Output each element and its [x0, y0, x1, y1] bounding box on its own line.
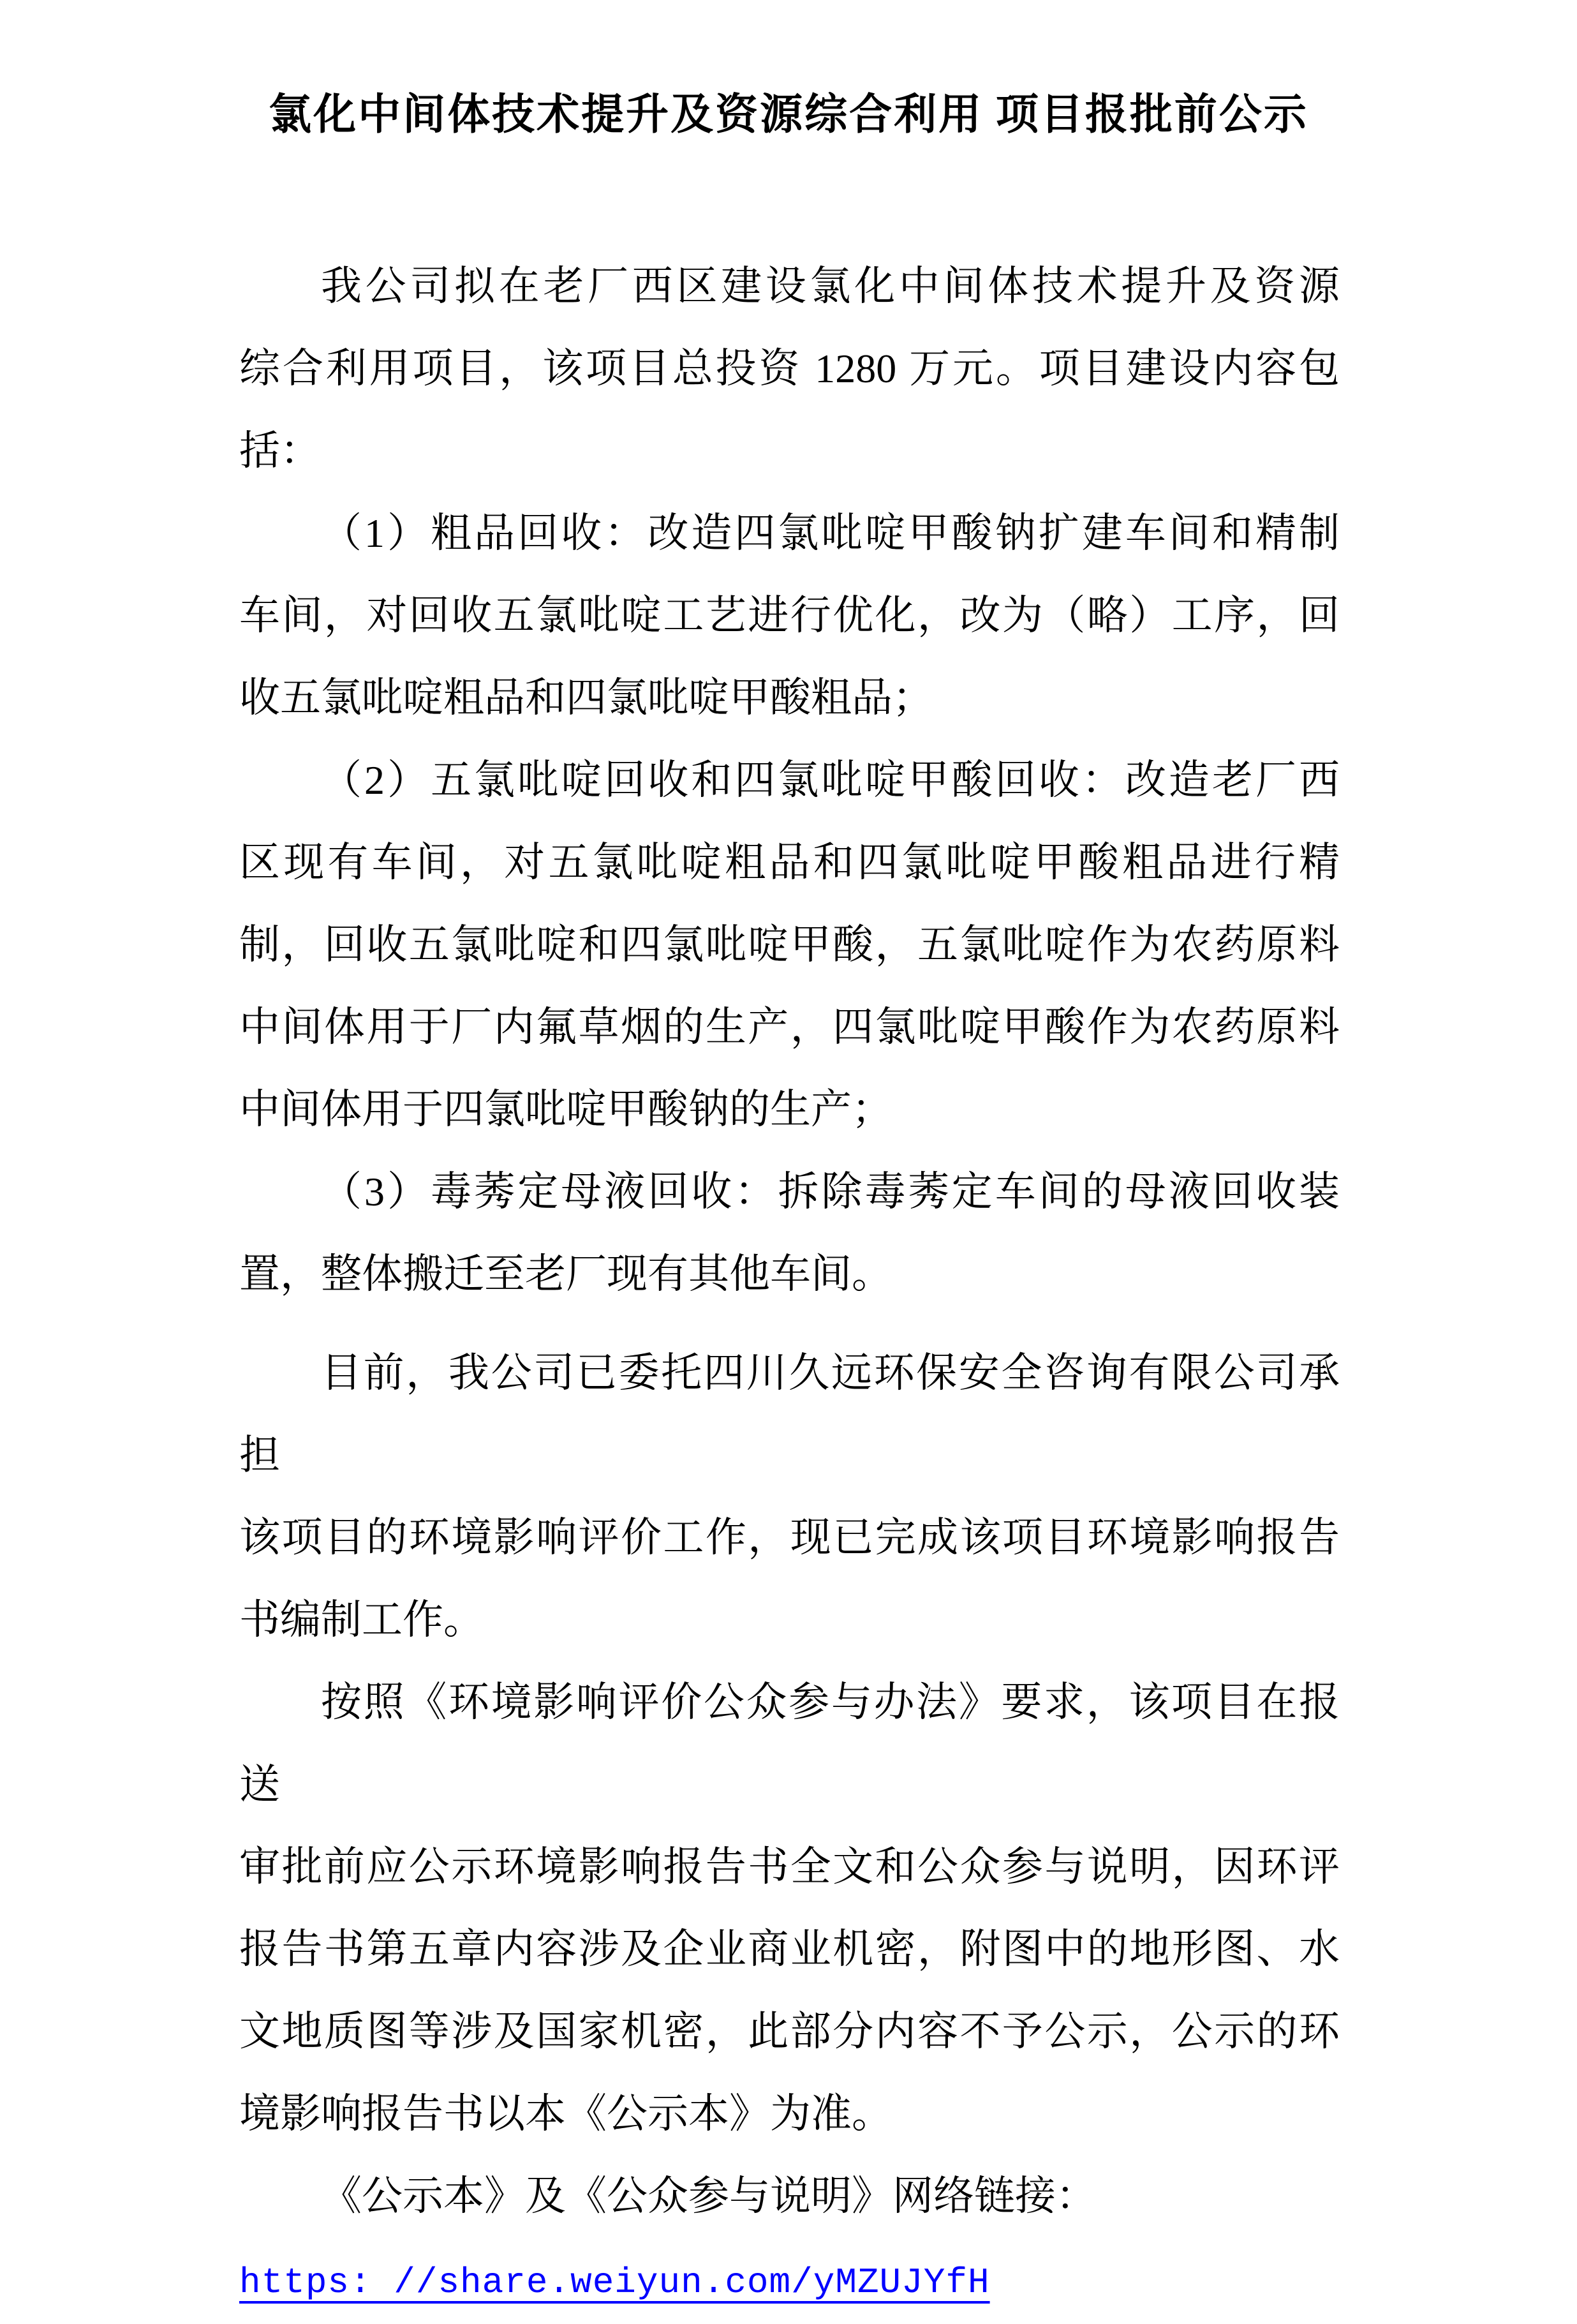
text-line: 我公司拟在老厂西区建设氯化中间体技术提升及资源 [321, 264, 1340, 309]
text-line: 境影响报告书以本《公示本》为准。 [239, 2091, 892, 2136]
text-line: 区现有车间，对五氯吡啶粗品和四氯吡啶甲酸粗品进行精 [239, 840, 1340, 885]
text-line: （2）五氯吡啶回收和四氯吡啶甲酸回收：改造老厂西 [321, 757, 1340, 803]
text-line: 收五氯吡啶粗品和四氯吡啶甲酸粗品； [239, 675, 933, 720]
text-line: 目前，我公司已委托四川久远环保安全咨询有限公司承担 [239, 1350, 1340, 1478]
text-line: 书编制工作。 [239, 1597, 484, 1642]
text-line: 置，整体搬迁至老厂现有其他车间。 [239, 1251, 892, 1297]
text-line: 车间，对回收五氯吡啶工艺进行优化，改为（略）工序，回 [239, 593, 1340, 638]
text-line: （1）粗品回收：改造四氯吡啶甲酸钠扩建车间和精制 [321, 510, 1340, 556]
text-line: （3）毒莠定母液回收：拆除毒莠定车间的母液回收装 [321, 1169, 1340, 1214]
document-title: 氯化中间体技术提升及资源综合利用 项目报批前公示 [269, 91, 1308, 138]
text-line: 审批前应公示环境影响报告书全文和公众参与说明，因环评 [239, 1844, 1340, 1889]
text-line: 综合利用项目，该项目总投资 1280 万元。项目建设内容包 [239, 346, 1340, 391]
text-line: 《公示本》及《公众参与说明》网络链接： [321, 2173, 1097, 2219]
link-line [239, 2237, 1340, 2324]
text-line: 该项目的环境影响评价工作，现已完成该项目环境影响报告 [239, 1515, 1340, 1560]
text-line: 按照《环境影响评价公众参与办法》要求，该项目在报送 [239, 1680, 1340, 1807]
text-line: 制，回收五氯吡啶和四氯吡啶甲酸，五氯吡啶作为农药原料 [239, 922, 1340, 967]
document-body [239, 245, 1340, 2324]
text-line: 中间体用于四氯吡啶甲酸钠的生产； [239, 1087, 892, 1132]
text-line: 中间体用于厂内氟草烟的生产，四氯吡啶甲酸作为农药原料 [239, 1004, 1340, 1050]
text-line: 文地质图等涉及国家机密，此部分内容不予公示，公示的环 [239, 2009, 1340, 2054]
text-line: 括： [239, 428, 321, 473]
weiyun-share-link[interactable]: https: //share.weiyun.com/yMZUJYfH [239, 2262, 990, 2303]
text-line: 报告书第五章内容涉及企业商业机密，附图中的地形图、水 [239, 1926, 1340, 1972]
